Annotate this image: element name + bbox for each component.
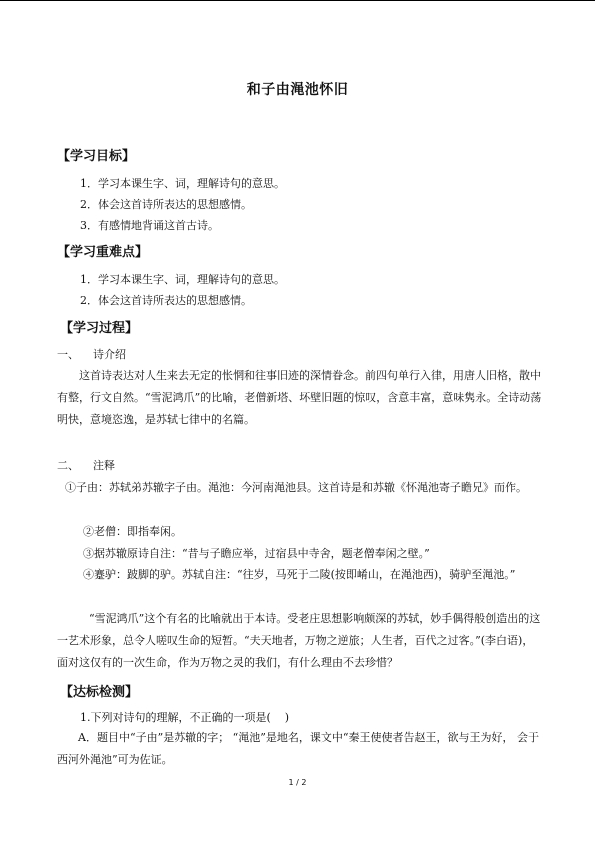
note-4: ④蹇驴：跛脚的驴。苏轼自注：“往岁，马死于二陵(按即崤山，在渑池西)，骑驴至渑池。” bbox=[83, 568, 516, 581]
part2-title: 二、 注释 bbox=[57, 459, 115, 472]
note-3: ③据苏辙原诗自注：“昔与子瞻应举，过宿县中寺舍，题老僧奉闲之壁。” bbox=[83, 547, 430, 560]
heading-assessment: 【达标检测】 bbox=[60, 685, 139, 700]
part1-title: 一、 诗介绍 bbox=[57, 348, 126, 361]
goal-item-3: 3．有感情地背诵这首古诗。 bbox=[80, 219, 219, 232]
heading-learning-process: 【学习过程】 bbox=[60, 321, 139, 336]
key-point-item-2: 2．体会这首诗所表达的思想感情。 bbox=[80, 294, 252, 307]
document-title: 和子由渑池怀旧 bbox=[246, 82, 349, 98]
note-1: ①子由：苏轼弟苏辙字子由。渑池：今河南渑池县。这首诗是和苏辙《怀渑池寄子瞻兄》而作。 bbox=[65, 481, 527, 494]
heading-key-points: 【学习重难点】 bbox=[57, 245, 149, 260]
page-number: 1 / 2 bbox=[288, 778, 307, 787]
question-1: 1.下列对诗句的理解，不正确的一项是( ) bbox=[80, 711, 290, 724]
closing-paragraph: “雪泥鸿爪”这个有名的比喻就出于本诗。受老庄思想影响颇深的苏轼，妙手偶得般创造出的这一艺术形象，总令人嗟叹生命的短暂。“夫天地者，万物之逆旅；人生者，百代之过客。”(李白语)，面对这仅有的一次生命，作为万物之灵的我们，有什么理由不去珍惜？ bbox=[57, 612, 541, 669]
top-border-rule bbox=[0, 0, 595, 1]
heading-learning-goals: 【学习目标】 bbox=[57, 149, 136, 164]
key-point-item-1: 1．学习本课生字、词，理解诗句的意思。 bbox=[80, 273, 285, 286]
question-1-option-a: A．题目中“子由”是苏辙的字； “渑池”是地名，课文中“秦王使使者告赵王，欲与王为好， 会于西河外渑池”可为佐证。 bbox=[57, 731, 540, 766]
goal-item-2: 2．体会这首诗所表达的思想感情。 bbox=[80, 198, 252, 211]
poem-introduction: 这首诗表达对人生来去无定的怅惘和往事旧迹的深情眷念。前四句单行入律，用唐人旧格，散中有整，行文自然。“雪泥鸿爪”的比喻，老僧新塔、坏壁旧题的惊叹，含意丰富，意味隽永。全诗动荡明快，意境恣逸，是苏轼七律中的名篇。 bbox=[57, 369, 542, 426]
goal-item-1: 1．学习本课生字、词，理解诗句的意思。 bbox=[80, 177, 285, 190]
note-2: ②老僧：即指奉闲。 bbox=[83, 525, 182, 538]
